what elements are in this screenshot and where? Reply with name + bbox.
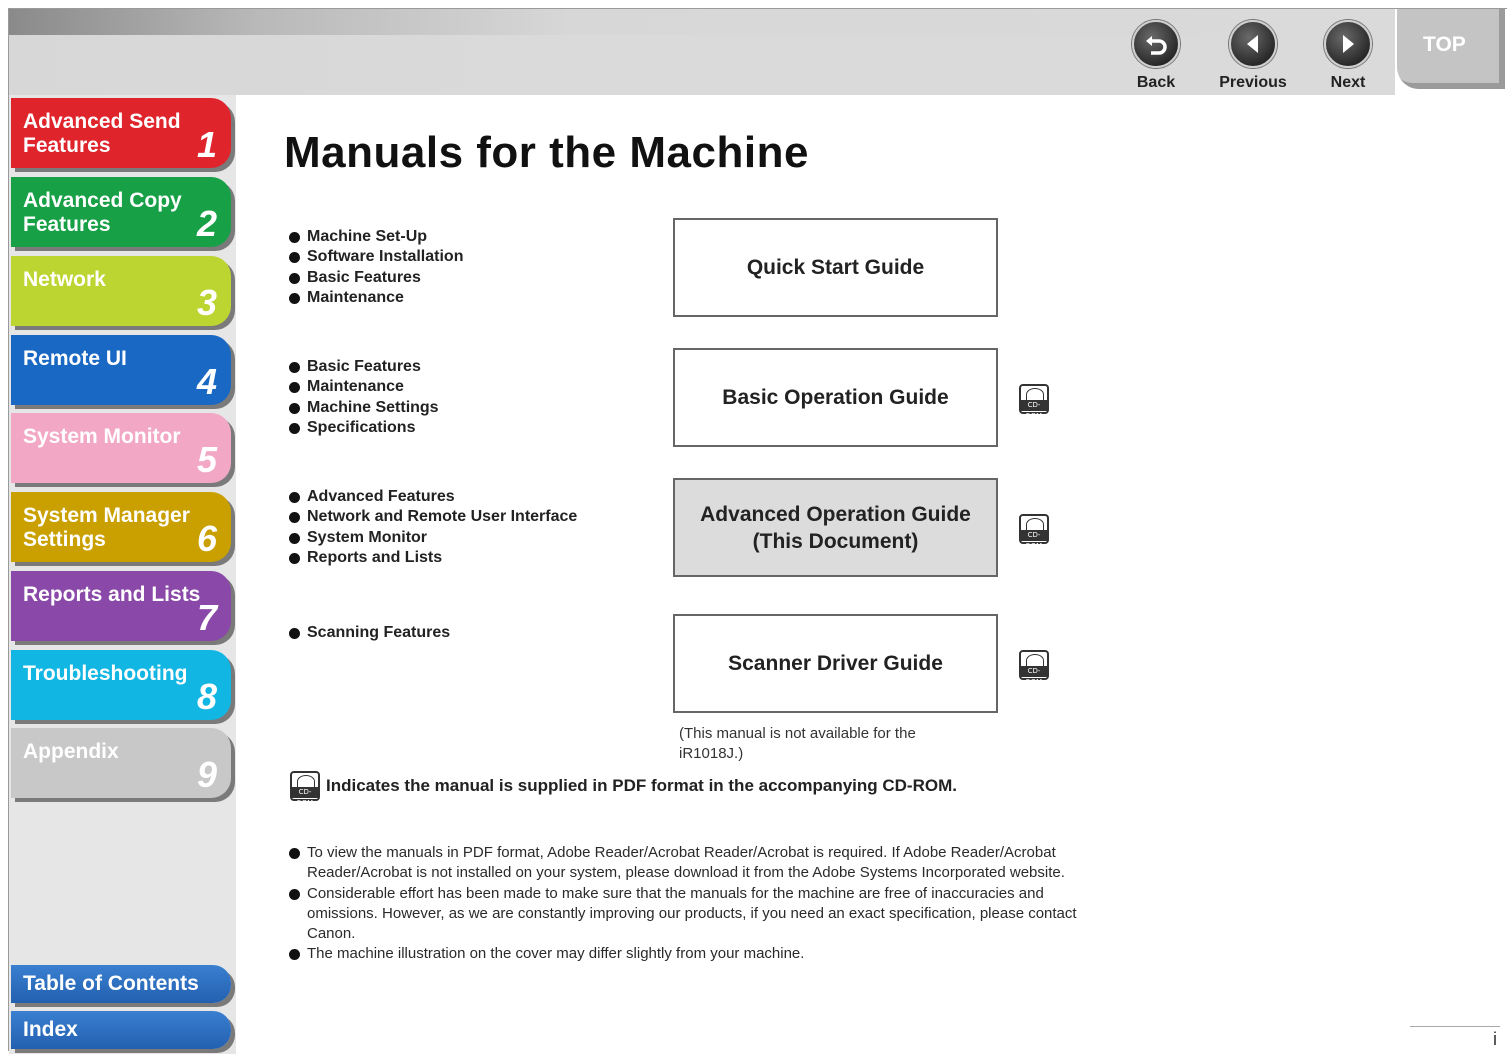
quick-start-guide-link[interactable]: Quick Start Guide: [673, 218, 998, 317]
chapter-tab-reports-and-lists[interactable]: [11, 571, 231, 641]
list-item: Advanced Features: [288, 487, 577, 507]
list-item: Maintenance: [288, 377, 439, 397]
chapter-number: 8: [196, 676, 217, 717]
chapter-label: System Monitor: [23, 425, 181, 448]
previous-label: Previous: [1219, 74, 1287, 91]
scanner-driver-guide-link[interactable]: Scanner Driver Guide: [673, 614, 998, 713]
advanced-operation-guide-link[interactable]: [673, 478, 998, 577]
chapter-number: 1: [196, 124, 217, 165]
cd-rom-icon: CD-ROM: [290, 771, 320, 801]
next-label: Next: [1330, 74, 1366, 91]
page-title: Manuals for the Machine: [284, 128, 809, 177]
list-item: System Monitor: [288, 528, 577, 548]
basic-operation-guide-link[interactable]: Basic Operation Guide: [673, 348, 998, 447]
list-item: The machine illustration on the cover may differ slightly from your machine.: [288, 944, 1078, 964]
back-button[interactable]: [1126, 20, 1186, 92]
list-item: Scanning Features: [288, 623, 450, 643]
back-label: Back: [1136, 74, 1176, 91]
chapter-label: System Manager Settings: [23, 504, 190, 551]
list-item: Maintenance: [288, 288, 463, 308]
chapter-number: 3: [196, 282, 217, 323]
note-line: iR1018J.): [679, 745, 744, 762]
cd-rom-icon: CD-ROM: [1019, 384, 1049, 414]
chapter-tab-network[interactable]: [11, 256, 231, 326]
legend-text: Indicates the manual is supplied in PDF format in the accompanying CD-ROM.: [326, 776, 957, 795]
cd-rom-legend: [290, 770, 957, 807]
top-button[interactable]: [1397, 9, 1505, 89]
cd-rom-icon: CD-ROM: [1019, 514, 1049, 544]
chapter-label: Reports and Lists: [23, 583, 201, 606]
chapter-number: 7: [196, 597, 217, 638]
list-item: Basic Features: [288, 268, 463, 288]
chapter-number: 5: [196, 439, 217, 480]
list-item: Machine Settings: [288, 398, 439, 418]
chapter-tab-system-manager-settings[interactable]: [11, 492, 231, 562]
chapter-number: 6: [196, 518, 217, 559]
list-item: Basic Features: [288, 357, 439, 377]
chapter-tab-appendix[interactable]: [11, 728, 231, 798]
topic-list-basic-operation: [288, 357, 439, 438]
page-number: i: [1493, 1029, 1497, 1049]
chapter-number: 2: [196, 203, 217, 244]
list-item: Reports and Lists: [288, 548, 577, 568]
list-item: Considerable effort has been made to make sure that the manuals for the machine are free of inaccuracies and omissions. However, as we are constantly improving our products, if you need an exact specification, please contact Canon.: [288, 884, 1078, 945]
top-label: TOP: [1423, 33, 1466, 56]
guide-title: Advanced Operation Guide: [700, 502, 971, 526]
chapter-tab-advanced-send[interactable]: [11, 98, 231, 168]
list-item: To view the manuals in PDF format, Adobe Reader/Acrobat Reader/Acrobat is required. If Adobe Reader/Acrobat Reader/Acrobat is not installed on your system, please download it from the Adobe Systems Incorporated website.: [288, 843, 1078, 884]
list-item: Network and Remote User Interface: [288, 507, 577, 527]
chapter-label: Network: [23, 268, 106, 291]
chapter-label: Appendix: [23, 740, 119, 763]
chevron-right-icon: [1324, 20, 1372, 68]
chevron-left-icon: [1229, 20, 1277, 68]
note-line: (This manual is not available for the: [679, 725, 916, 742]
topic-list-advanced-operation: [288, 487, 577, 568]
next-button[interactable]: [1318, 20, 1378, 92]
index-label: Index: [23, 1018, 78, 1041]
topic-list-scanner-driver: [288, 623, 450, 643]
chapter-label: Advanced Send Features: [23, 110, 181, 157]
cd-rom-icon: CD-ROM: [1019, 650, 1049, 680]
guide-subtitle: (This Document): [752, 529, 919, 553]
notes-list: [288, 843, 1078, 965]
top-toolbar: [9, 9, 1395, 95]
chapter-label: Remote UI: [23, 347, 127, 370]
divider: [1410, 1026, 1500, 1027]
index-button[interactable]: [11, 1011, 231, 1049]
list-item: Specifications: [288, 418, 439, 438]
topic-list-quick-start: [288, 227, 463, 308]
chapter-tab-troubleshooting[interactable]: [11, 650, 231, 720]
previous-button[interactable]: [1213, 20, 1293, 92]
chapter-tab-advanced-copy[interactable]: [11, 177, 231, 247]
chapter-number: 4: [196, 361, 217, 402]
chapter-tab-remote-ui[interactable]: [11, 335, 231, 405]
back-arrow-icon: [1132, 20, 1180, 68]
chapter-label: Advanced Copy Features: [23, 189, 182, 236]
scanner-availability-note: [679, 724, 979, 764]
list-item: Software Installation: [288, 247, 463, 267]
chapter-label: Troubleshooting: [23, 662, 188, 685]
chapter-number: 9: [196, 754, 217, 795]
table-of-contents-button[interactable]: [11, 965, 231, 1003]
list-item: Machine Set-Up: [288, 227, 463, 247]
chapter-tab-system-monitor[interactable]: [11, 413, 231, 483]
toc-label: Table of Contents: [23, 972, 199, 995]
